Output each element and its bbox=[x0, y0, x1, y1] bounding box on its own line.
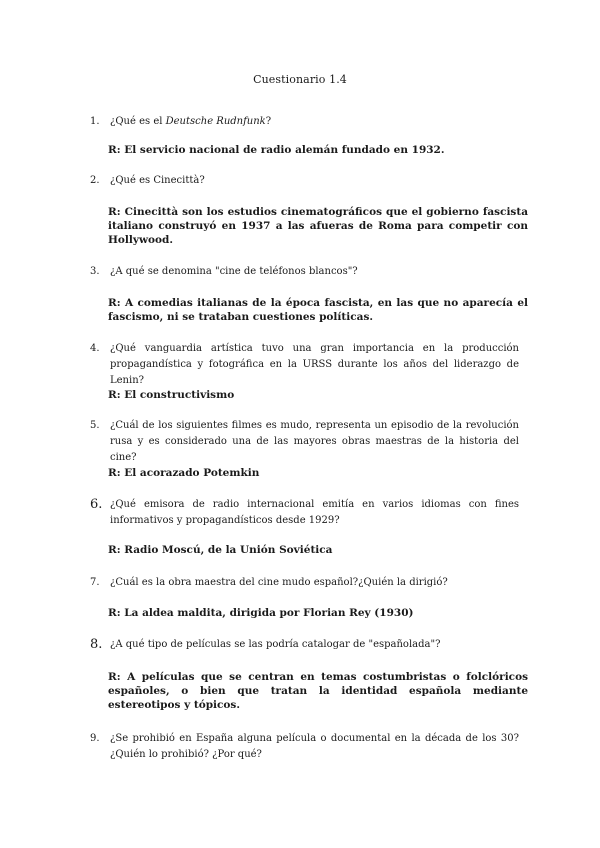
question-number: 2. bbox=[90, 175, 100, 186]
answer-8: R: A películas que se centran en temas costumbristas o folclóricos españoles, o bien que tratan la identidad española mediante estereotipos y tópicos. bbox=[108, 671, 528, 711]
question-number: 7. bbox=[90, 577, 100, 588]
question-text: ¿Qué es Cinecittà? bbox=[110, 175, 205, 186]
question-number: 1. bbox=[90, 116, 100, 127]
question-text: ¿A qué tipo de películas se las podría catalogar de "españolada"? bbox=[110, 639, 441, 650]
question-text: ¿Qué emisora de radio internacional emitía en varios idiomas con fines informativos y propagandísticos desde 1929? bbox=[110, 499, 519, 526]
question-text: ¿Cuál de los siguientes filmes es mudo, representa un episodio de la revolución rusa y es considerado una de las mayores obras maestras de la historia del cine? bbox=[110, 420, 519, 463]
answer-6: R: Radio Moscú, de la Unión Soviética bbox=[108, 544, 333, 556]
question-text: ¿A qué se denomina "cine de teléfonos blancos"? bbox=[110, 266, 358, 277]
answer-7: R: La aldea maldita, dirigida por Florian Rey (1930) bbox=[108, 607, 414, 619]
question-number: 3. bbox=[90, 266, 100, 277]
document-title: Cuestionario 1.4 bbox=[253, 73, 347, 86]
question-number: 8. bbox=[90, 637, 103, 652]
question-number: 5. bbox=[90, 420, 100, 431]
question-text: ¿Qué es el Deutsche Rudnfunk? bbox=[110, 116, 272, 127]
answer-3: R: A comedias italianas de la época fascista, en las que no aparecía el fascismo, ni se trataban cuestiones políticas. bbox=[108, 297, 528, 323]
answer-1: R: El servicio nacional de radio alemán fundado en 1932. bbox=[108, 144, 445, 156]
answer-2: R: Cinecittà son los estudios cinematográficos que el gobierno fascista italiano construyó en 1937 a las afueras de Roma para competir con Hollywood. bbox=[108, 206, 528, 246]
answer-5: R: El acorazado Potemkin bbox=[108, 467, 260, 479]
question-number: 9. bbox=[90, 733, 100, 744]
question-text: ¿Cuál es la obra maestra del cine mudo español?¿Quién la dirigió? bbox=[110, 577, 448, 588]
question-text: ¿Qué vanguardia artística tuvo una gran importancia en la producción propagandística y fotográfica en la URSS durante los años del liderazgo de Lenin? bbox=[110, 343, 519, 386]
question-number: 6. bbox=[90, 497, 103, 512]
question-text: ¿Se prohibió en España alguna película o documental en la década de los 30? ¿Quién lo prohibió? ¿Por qué? bbox=[110, 733, 519, 760]
answer-4: R: El constructivismo bbox=[108, 389, 235, 401]
question-italic-term: Deutsche Rudnfunk bbox=[165, 116, 266, 127]
question-number: 4. bbox=[90, 343, 100, 354]
